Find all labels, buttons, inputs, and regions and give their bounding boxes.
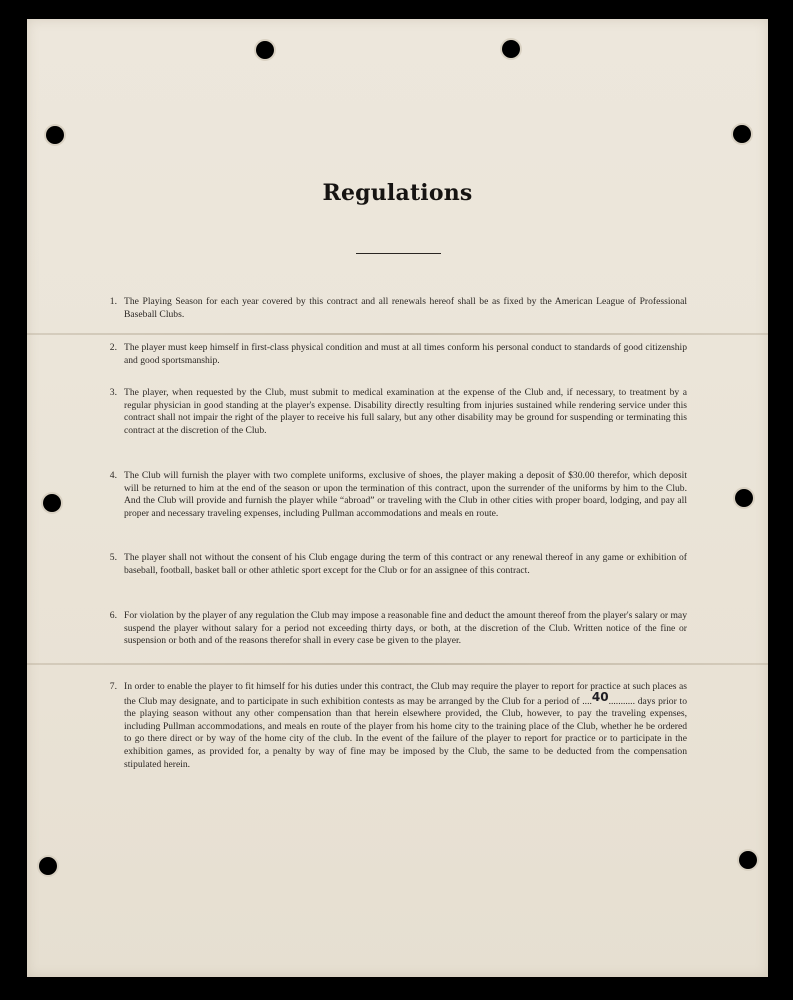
paper-fold-line xyxy=(27,333,768,335)
regulation-number: 3. xyxy=(109,387,117,398)
regulation-text-part: ........... days prior to the playing season without any other compensation than that herein elsewhere provided, the Club, however, to pay the traveling expenses, including Pullman accommodations, and meals en route of the player from his home city to the training place of the Club, whether he be ordered to go there direct or by way of the home city of the club. In the event of the failure of the player to report for practice or to participate in the exhibition games, as provided for, a penalty by way of fine may be imposed by the Club, the same to be deducted from the compensation stipulated herein. xyxy=(124,695,688,770)
punch-hole xyxy=(735,489,753,507)
regulation-item xyxy=(103,470,687,520)
regulation-item xyxy=(103,387,687,437)
punch-hole xyxy=(733,125,751,143)
regulation-text: The Club will furnish the player with two complete uniforms, exclusive of shoes, the player making a deposit of $30.00 therefor, which deposit will be returned to him at the end of the season or upon the termination of this contract, upon the surrender of the uniforms by him to the Club. And the Club will provide and furnish the player while “abroad” or traveling with the Club in other cities with proper board, lodging, and pay all proper and necessary traveling expenses, including Pullman accommodations and meals en route. xyxy=(124,470,687,519)
regulation-text: The player must keep himself in first-class physical condition and must at all times conform his personal conduct to standards of good citizenship and good sportsmanship. xyxy=(124,342,687,366)
punch-hole xyxy=(256,41,274,59)
punch-hole xyxy=(39,857,57,875)
page-title: Regulations xyxy=(322,180,473,206)
regulation-number: 7. xyxy=(109,681,117,692)
handwritten-days-value: 40 xyxy=(591,689,609,704)
punch-hole xyxy=(43,494,61,512)
regulation-item xyxy=(103,552,687,577)
punch-hole xyxy=(46,126,64,144)
regulation-number: 2. xyxy=(109,342,117,353)
paper-fold-line xyxy=(27,663,768,665)
regulation-number: 5. xyxy=(109,552,117,563)
punch-hole xyxy=(739,851,757,869)
title-divider xyxy=(356,253,441,254)
regulation-item xyxy=(103,296,687,321)
punch-hole xyxy=(502,40,520,58)
regulation-text: The player shall not without the consent of his Club engage during the term of this contract or any renewal thereof in any game or exhibition of baseball, football, basket ball or other athletic sport except for the Club or for an assignee of this contract. xyxy=(124,552,687,576)
regulation-item xyxy=(103,610,687,648)
regulation-text: The Playing Season for each year covered by this contract and all renewals hereof shall be as fixed by the American League of Professional Baseball Clubs. xyxy=(124,296,687,320)
regulation-item xyxy=(103,342,687,367)
regulation-text xyxy=(124,681,687,771)
regulation-number: 6. xyxy=(109,610,117,621)
regulation-number: 1. xyxy=(109,296,117,307)
regulation-text: For violation by the player of any regulation the Club may impose a reasonable fine and deduct the amount thereof from the player's salary or may suspend the player without salary for a period not exceeding thirty days, or both, at the discretion of the Club. Written notice of the fine or suspension or both and of the reasons therefor shall in every case be given to the player. xyxy=(124,610,687,647)
regulation-item xyxy=(103,681,687,771)
regulation-number: 4. xyxy=(109,470,117,481)
contract-page xyxy=(27,19,768,977)
regulation-text-part: In order to enable the player to fit himself for his duties under this contract, the Club may require the player to report for practice at such places as the Club may designate, and to participate in such exhibition contests as may be arranged by the Club for a period of .... xyxy=(124,681,687,707)
regulation-text: The player, when requested by the Club, must submit to medical examination at the expense of the Club and, if necessary, to treatment by a regular physician in good standing at the player's expense. Disability directly resulting from injuries sustained while rendering service under this contract shall not impair the right of the player to receive his full salary, but any other disability may be ground for suspending or terminating this contract at the discretion of the Club. xyxy=(124,387,687,436)
